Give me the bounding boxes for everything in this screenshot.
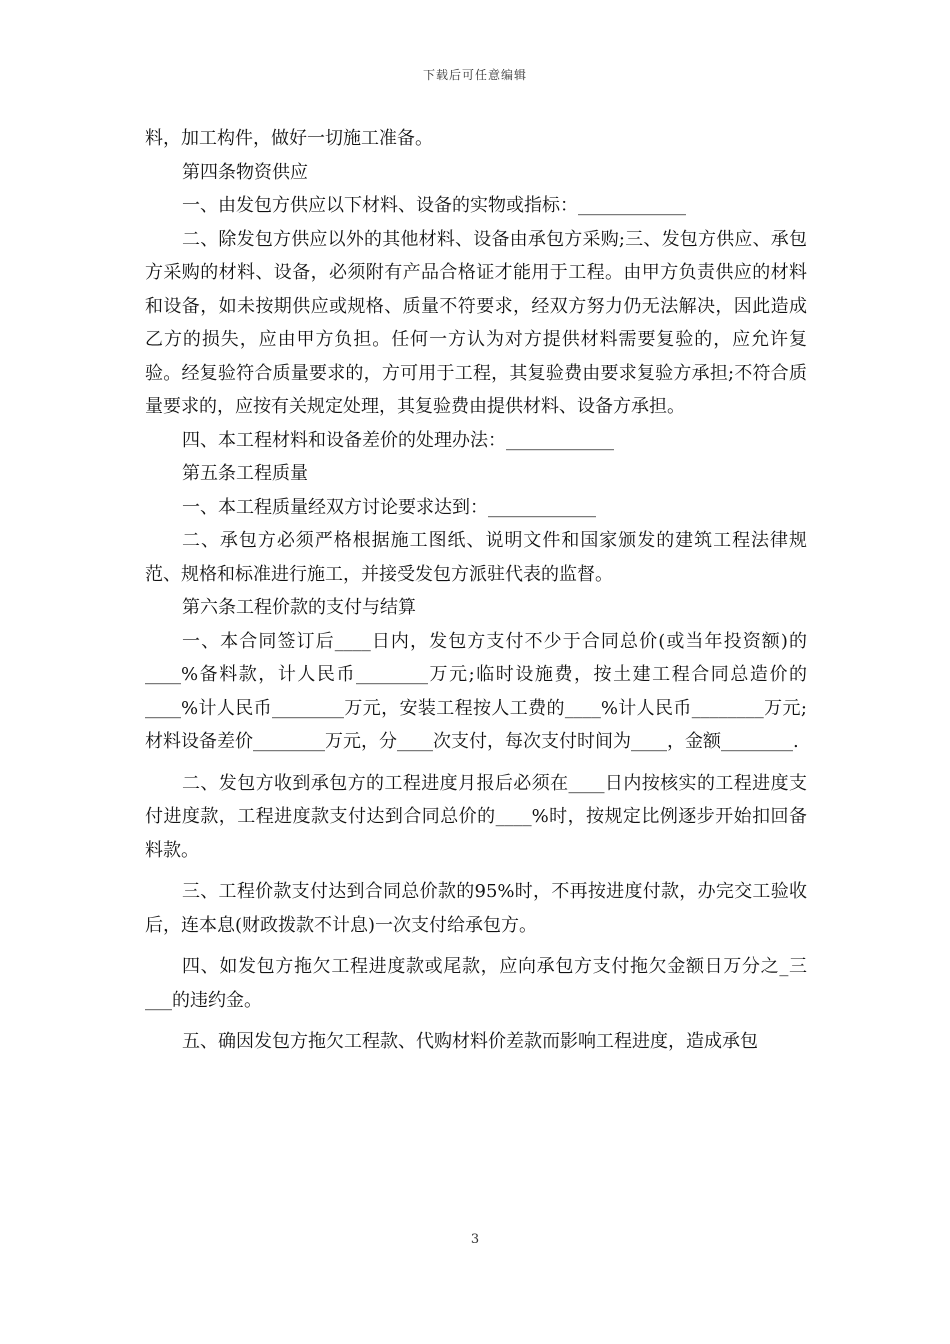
page-number: 3: [470, 1232, 480, 1247]
paragraph-6-5: 五、确因发包方拖欠工程款、代购材料价差款而影响工程进度，造成承包: [182, 1031, 758, 1052]
paragraph-5-2: 二、承包方必须严格根据施工图纸、说明文件和国家颁发的建筑工程法律规范、规格和标准进行施工，并接受发包方派驻代表的监督。: [145, 530, 807, 585]
paragraph-6-3: 三、工程价款支付达到合同总价款的95%时，不再按进度付款，办完交工验收后，连本息(财政拨款不计息)一次支付给承包方。: [145, 881, 807, 936]
paragraph-4-4: 四、本工程材料和设备差价的处理办法：____________: [182, 429, 614, 451]
paragraph-continuation: 料，加工构件，做好一切施工准备。: [145, 128, 433, 149]
section-heading-article-6: 第六条工程价款的支付与结算: [182, 597, 416, 618]
page-header: 下载后可任意编辑: [422, 68, 527, 82]
paragraph-6-2: 二、发包方收到承包方的工程进度月报后必须在____日内按核实的工程进度支付进度款，工程进度款支付达到合同总价的____%时，按规定比例逐步开始扣回备料款。: [145, 772, 807, 861]
paragraph-5-1: 一、本工程质量经双方讨论要求达到：____________: [182, 496, 596, 518]
section-heading-article-5: 第五条工程质量: [182, 463, 308, 484]
paragraph-4-2: 二、除发包方供应以外的其他材料、设备由承包方采购;三、发包方供应、承包方采购的材料、设备，必须附有产品合格证才能用于工程。由甲方负责供应的材料和设备，如未按期供应或规格、质量不符要求，经双方努力仍无法解决，因此造成乙方的损失，应由甲方负担。任何一方认为对方提供材料需要复验的，应允许复验。经复验符合质量要求的，方可用于工程，其复验费由要求复验方承担;不符合质量要求的，应按有关规定处理，其复验费由提供材料、设备方承担。: [145, 228, 807, 417]
section-heading-article-4: 第四条物资供应: [182, 161, 308, 183]
document-body: [145, 122, 807, 1059]
paragraph-4-1: 一、由发包方供应以下材料、设备的实物或指标：____________: [182, 195, 686, 216]
paragraph-6-1: 一、本合同签订后____日内，发包方支付不少于合同总价(或当年投资额)的____%备料款，计人民币________万元;临时设施费，按土建工程合同总造价的____%计人民币________万元，安装工程按人工费的____%计人民币________万元;材料设备差价________万元，分____次支付，每次支付时间为____，金额________.: [145, 630, 807, 752]
paragraph-6-4: 四、如发包方拖欠工程进度款或尾款，应向承包方支付拖欠金额日万分之_三___的违约金。: [145, 956, 807, 1011]
